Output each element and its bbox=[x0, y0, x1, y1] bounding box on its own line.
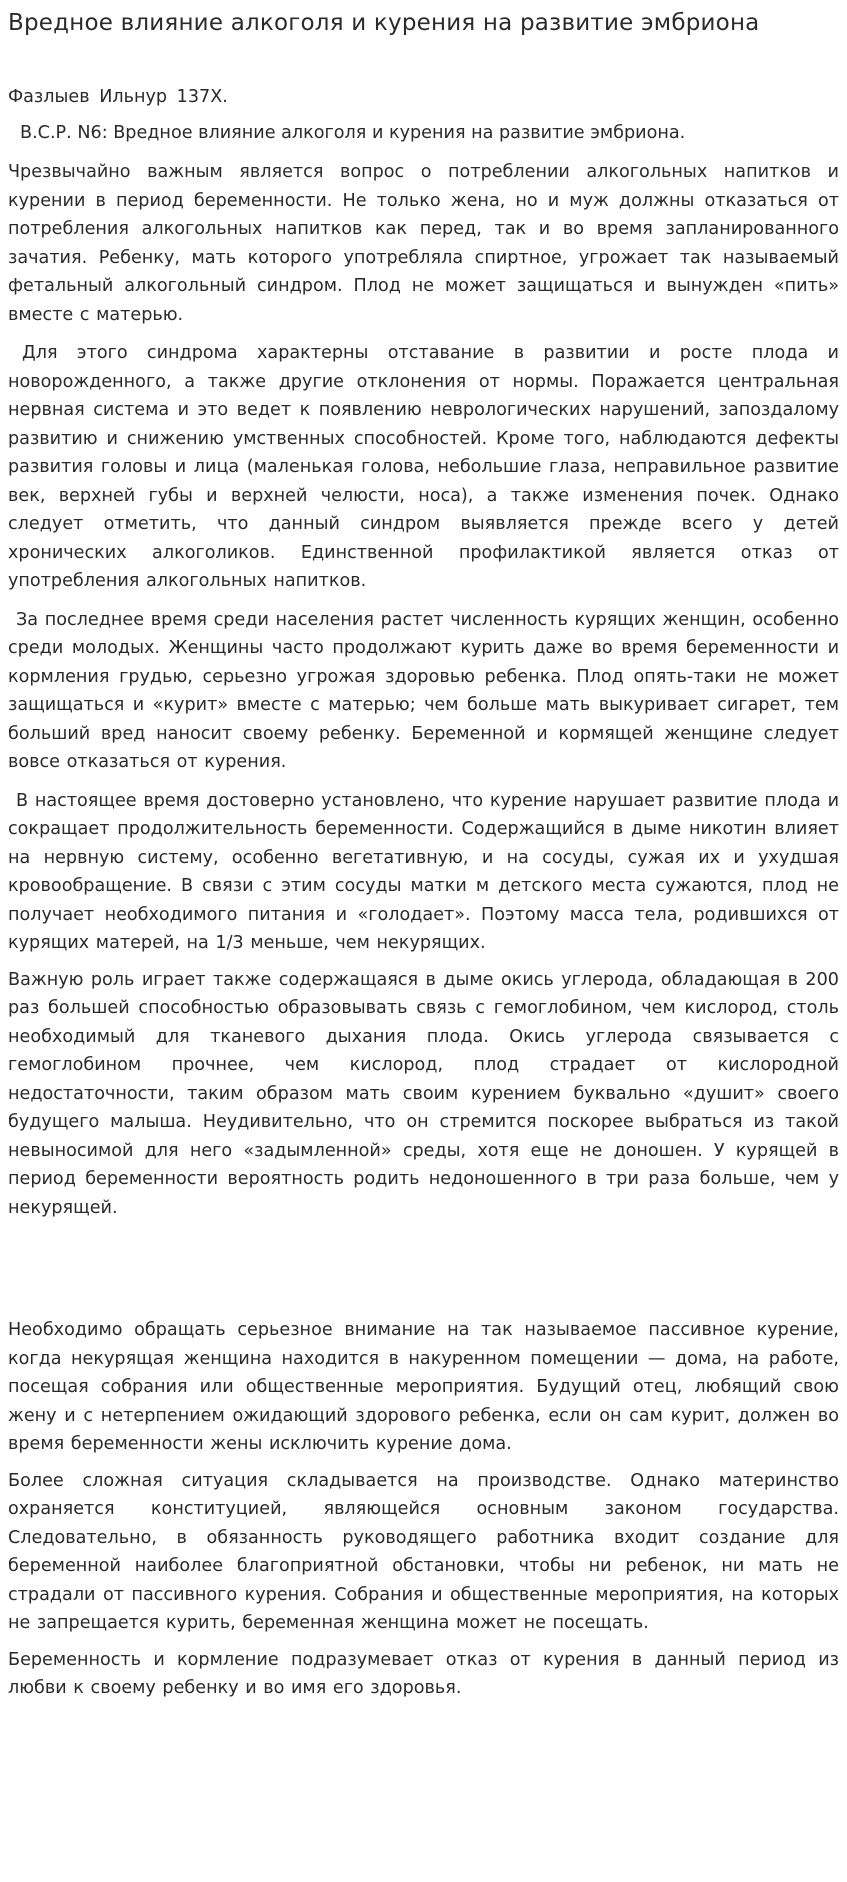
paragraph-carbon-monoxide: Важную роль играет также содержащаяся в дыме окись углерода, обладающая в 200 раз большей способностью образовывать связь с гемоглобином, чем кислород, столь необходимый для тканевого дыхания плода. Окись углерода связывается с гемоглобином прочнее, чем кислород, плод страдает от кислородной недостаточности, таким образом мать своим курением буквально «душит» своего будущего малыша. Неудивительно, что он стремится поскорее выбраться из такой невыносимой для него «задымленной» среды, хотя еще не доношен. У курящей в период беременности вероятность родить недоношенного в три раза больше, чем у некурящей. bbox=[8, 969, 839, 1218]
paragraph-passive-smoking: Необходимо обращать серьезное внимание на так называемое пассивное курение, когда некурящая женщина находится в накуренном помещении — дома, на работе, посещая собрания или общественные мероприятия. Будущий отец, любящий свою жену и с нетерпением ожидающий здорового ребенка, если он сам курит, должен во время беременности жены исключить курение дома. bbox=[8, 1320, 839, 1454]
paragraph-fetal-syndrome: Для этого синдрома характерны отставание в развитии и росте плода и новорожденного, а также другие отклонения от нормы. Поражается центральная нервная система и это ведет к появлению неврологических нарушений, запоздалому развитию и снижению умственных способностей. Кроме того, наблюдаются дефекты развития головы и лица (маленькая голова, небольшие глаза, неправильное развитие век, верхней губы и верхней челюсти, носа), а также изменения почек. Однако следует отметить, что данный синдром выявляется прежде всего у детей хронических алкоголиков. Единственной профилактикой является отказ от употребления алкогольных напитков. bbox=[8, 343, 839, 591]
paragraph-conclusion: Беременность и кормление подразумевает отказ от курения в данный период из любви к своему ребенку и во имя его здоровья. bbox=[8, 1649, 839, 1698]
paragraph-smoking-women: За последнее время среди населения растет численность курящих женщин, особенно среди молодых. Женщины часто продолжают курить даже во время беременности и кормления грудью, серьезно угрожая здоровью ребенка. Плод опять-таки не может защищаться и «курит» вместе с матерью; чем больше мать выкуривает сигарет, тем больший вред наносит своему ребенку. Беременной и кормящей женщине следует вовсе отказаться от курения. bbox=[8, 609, 839, 772]
paragraph-alcohol-intro: Чрезвычайно важным является вопрос о потреблении алкогольных напитков и курении в период беременности. Не только жена, но и муж должны отказаться от потребления алкогольных напитков как перед, так и во время запланированного зачатия. Ребенку, мать которого употребляла спиртное, угрожает так называемый фетальный алкогольный синдром. Плод не может защищаться и вынужден «пить» вместе с матерью. bbox=[8, 162, 839, 325]
assignment-line: В.С.Р. N6: Вредное влияние алкоголя и курения на развитие эмбриона. bbox=[20, 123, 686, 143]
paragraph-nicotine-effects: В настоящее время достоверно установлено, что курение нарушает развитие плода и сокращает продолжительность беременности. Содержащийся в дыме никотин влияет на нервную систему, особенно вегетативную, и на сосуды, сужая их и ухудшая кровообращение. В связи с этим сосуды матки м детского места сужаются, плод не получает необходимого питания и «голодает». Поэтому масса тела, родившихся от курящих матерей, на 1/3 меньше, чем некурящих. bbox=[8, 790, 839, 953]
document-title: Вредное влияние алкоголя и курения на развитие эмбриона bbox=[8, 10, 760, 36]
author-line: Фазлыев Ильнур 137Х. bbox=[8, 87, 228, 107]
paragraph-workplace: Более сложная ситуация складывается на производстве. Однако материнство охраняется конституцией, являющейся основным законом государства. Следовательно, в обязанность руководящего работника входит создание для беременной наиболее благоприятной обстановки, чтобы ни ребенок, ни мать не страдали от пассивного курения. Собрания и общественные мероприятия, на которых не запрещается курить, беременная женщина может не посещать. bbox=[8, 1470, 839, 1633]
